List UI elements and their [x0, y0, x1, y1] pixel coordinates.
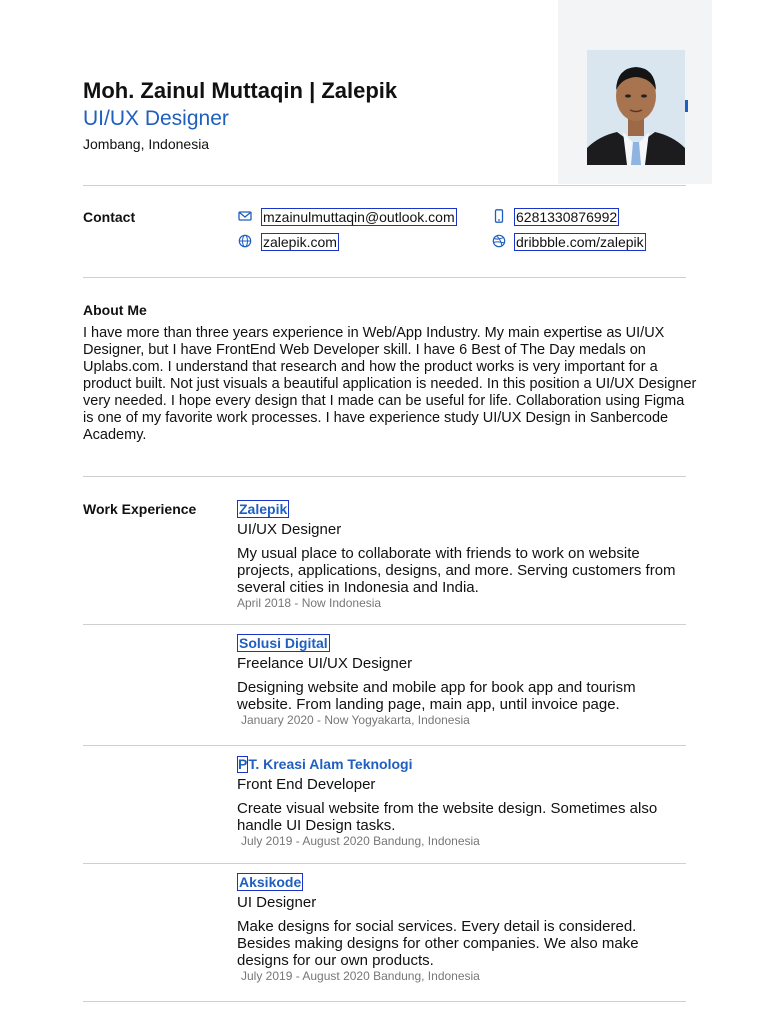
dribbble-link[interactable]: dribbble.com/zalepik [516, 234, 644, 250]
job-description: Make designs for social services. Every detail is considered. Besides making designs for other companies. We also make designs for our own products. [237, 918, 639, 969]
job-description: Create visual website from the website design. Sometimes also handle UI Design tasks. [237, 800, 658, 834]
job-entry [237, 756, 677, 848]
job-description: My usual place to collaborate with friends to work on website projects, applications, designs, and more. Serving customers from several cities in Indonesia and India. [237, 545, 676, 596]
job-entry [237, 873, 677, 983]
company-link[interactable]: Solusi Digital [239, 635, 328, 651]
globe-icon [238, 234, 252, 248]
job-title: Front End Developer [237, 776, 376, 793]
about-text: I have more than three years experience in Web/App Industry. My main expertise as UI/UX Designer, but I have FrontEnd Web Developer skill. I have 6 Best of The Day medals on Uplabs.com. I understand that research and how the product works is very important for a product built. Not just visuals a beautiful application is needed. In this position a UI/UX Designer very needed. I hope every design that I made can be useful for life. Collaboration using Figma is one of my favorite work processes. I have experience study UI/UX Design in Sanbercode Academy. [83, 325, 697, 443]
job-title: Freelance UI/UX Designer [237, 655, 413, 672]
contact-label: Contact [83, 209, 136, 225]
job-entry [237, 500, 677, 610]
job-title: UI Designer [237, 894, 317, 911]
company-name-rest: T. Kreasi Alam Teknologi [248, 756, 413, 772]
job-description: Designing website and mobile app for book app and tourism website. From landing page, main app, until invoice page. [237, 679, 636, 713]
divider [83, 277, 686, 278]
divider [83, 1001, 686, 1002]
dribbble-icon [492, 234, 506, 248]
profile-photo [587, 50, 685, 165]
job-dates: January 2020 - Now Yogyakarta, Indonesia [241, 713, 470, 727]
job-dates: July 2019 - August 2020 Bandung, Indonesia [241, 969, 480, 983]
website-link[interactable]: zalepik.com [263, 234, 337, 250]
photo-marker [685, 100, 688, 112]
about-label: About Me [83, 302, 147, 318]
job-title: UI/UX Designer [237, 521, 342, 538]
profile-photo-graphic [587, 50, 685, 165]
divider [83, 476, 686, 477]
divider [83, 745, 686, 746]
company-link[interactable]: Zalepik [239, 501, 288, 517]
job-role: UI/UX Designer [83, 107, 229, 130]
mail-icon [238, 209, 252, 223]
company-initial: P [238, 756, 248, 772]
company-link[interactable]: Aksikode [239, 874, 302, 890]
job-dates: July 2019 - August 2020 Bandung, Indonesia [241, 834, 480, 848]
location: Jombang, Indonesia [83, 136, 210, 152]
company-link[interactable] [237, 756, 413, 773]
divider [83, 863, 686, 864]
email-link[interactable]: mzainulmuttaqin@outlook.com [263, 209, 455, 225]
divider [83, 185, 686, 186]
work-experience-label: Work Experience [83, 501, 197, 517]
phone-icon [492, 209, 506, 223]
divider [83, 624, 686, 625]
job-dates: April 2018 - Now Indonesia [237, 596, 382, 610]
person-name: Moh. Zainul Muttaqin | Zalepik [83, 78, 398, 103]
phone-link[interactable]: 6281330876992 [516, 209, 618, 225]
job-entry [237, 634, 677, 727]
